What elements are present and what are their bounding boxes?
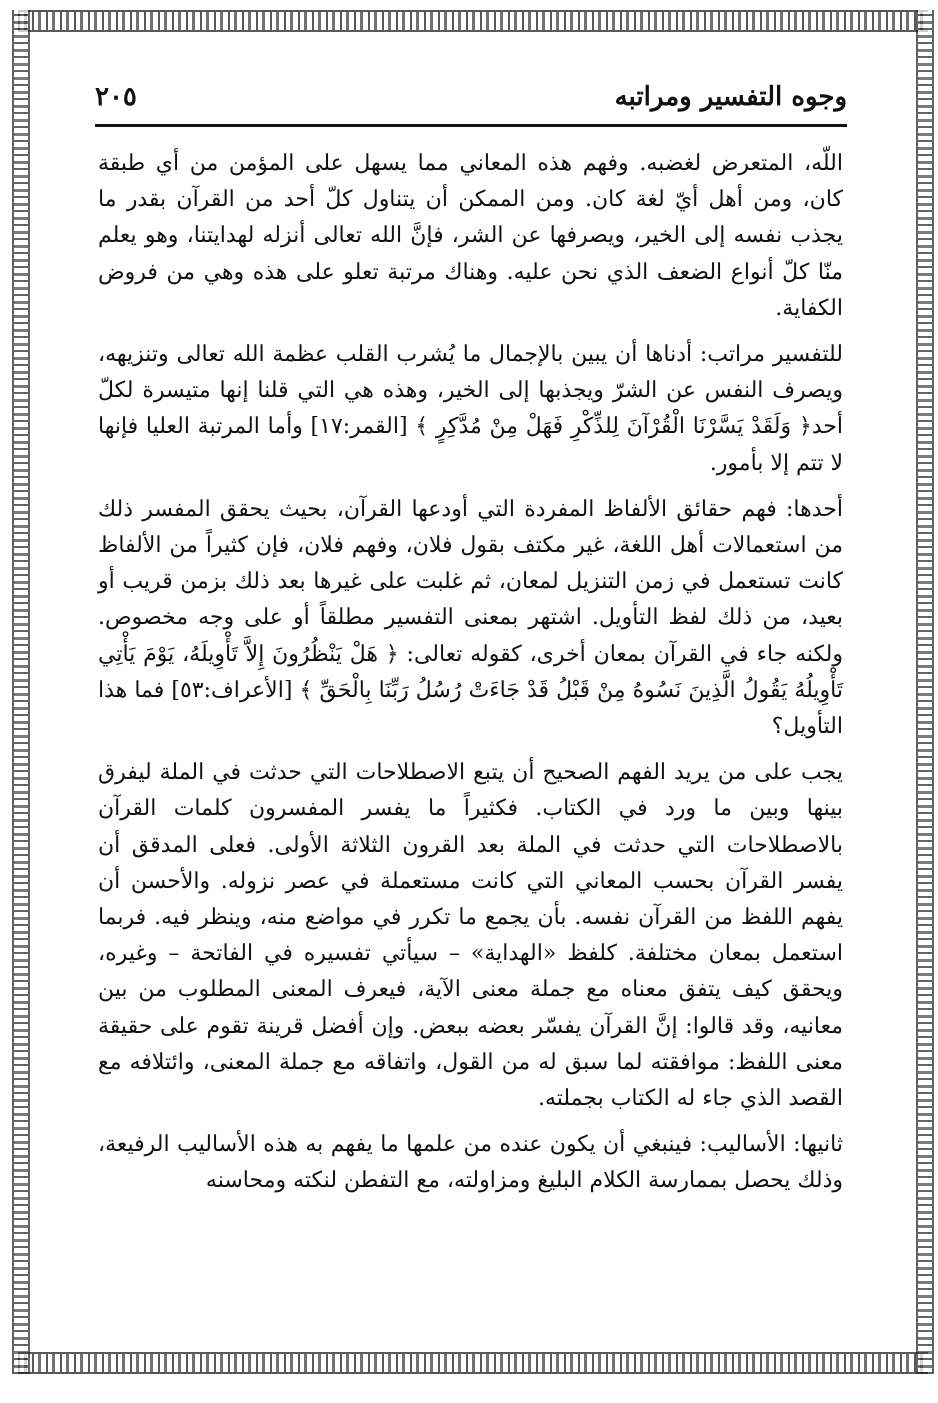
page-border-bottom bbox=[18, 1352, 928, 1374]
paragraph-5: ثانيها: الأساليب: فينبغي أن يكون عنده من علمها ما يفهم به هذه الأساليب الرفيعة، وذلك يحصل بممارسة الكلام البليغ ومزاولته، مع التفطن لنكته ومحاسنه bbox=[98, 1132, 843, 1194]
page-border-right bbox=[916, 10, 934, 1374]
page-border-left bbox=[12, 10, 30, 1374]
body-text bbox=[98, 146, 843, 1210]
paragraph-1: اللّه، المتعرض لغضبه. وفهم هذه المعاني مما يسهل على المؤمن من أي طبقة كان، ومن أهل أيّ لغة كان. ومن الممكن أن يتناول كلّ أحد من القرآن بقدر ما يجذب نفسه إلى الخير، ويصرفها عن الشر، فإنَّ الله تعالى أنزله لهدايتنا، وهو يعلم منّا كلّ أنواع الضعف الذي نحن عليه. وهناك مرتبة تعلو على هذه وهي من فروض الكفاية. bbox=[98, 151, 843, 321]
paragraph-3: أحدها: فهم حقائق الألفاظ المفردة التي أودعها القرآن، بحيث يحقق المفسر ذلك من استعمالات أهل اللغة، غير مكتف بقول فلان، وفهم فلان، فإن كثيراً من الألفاظ كانت تستعمل في زمن التنزيل لمعان، ثم غلبت على غيرها بعد ذلك بزمن قريب أو بعيد، من ذلك لفظ التأويل. اشتهر بمعنى التفسير مطلقاً أو على وجه مخصوص. ولكنه جاء في القرآن بمعان أخرى، كقوله تعالى: ﴿ هَلْ يَنْظُرُونَ إِلاَّ تَأْوِيلَهُ، يَوْمَ يَأْتِي تَأْوِيلُهُ يَقُولُ الَّذِينَ نَسُوهُ مِنْ قَبْلُ قَدْ جَاءَتْ رُسُلُ رَبِّنَا بِالْحَقِّ ﴾ [الأعراف:٥٣] فما هذا التأويل؟ bbox=[98, 496, 843, 740]
page-number: ٢٠٥ bbox=[95, 82, 137, 112]
page-border-top bbox=[18, 10, 928, 32]
paragraph-4: يجب على من يريد الفهم الصحيح أن يتبع الاصطلاحات التي حدثت في الملة ليفرق بينها وبين ما ورد في الكتاب. فكثيراً ما يفسر المفسرون كلمات القرآن بالاصطلاحات التي حدثت في الملة بعد القرون الثلاثة الأولى. فعلى المدقق أن يفسر القرآن بحسب المعاني التي كانت مستعملة في عصر نزوله. والأحسن أن يفهم اللفظ من القرآن نفسه. بأن يجمع ما تكرر في مواضع منه، وينظر فيه. فربما استعمل بمعان مختلفة. كلفظ «الهداية» – سيأتي تفسيره في الفاتحة – وغيره، ويحقق كيف يتفق معناه مع جملة معنى الآية، فيعرف المعنى المطلوب من بين معانيه، وقد قالوا: إنَّ القرآن يفسّر بعضه ببعض. وإن أفضل قرينة تقوم على حقيقة معنى اللفظ: موافقته لما سبق له من القول، واتفاقه مع جملة المعنى، وائتلافه مع القصد الذي جاء له الكتاب بجملته. bbox=[98, 760, 843, 1112]
running-title: وجوه التفسير ومراتبه bbox=[614, 82, 847, 112]
paragraph-2: للتفسير مراتب: أدناها أن يبين بالإجمال ما يُشرب القلب عظمة الله تعالى وتنزيهه، ويصرف النفس عن الشرّ ويجذبها إلى الخير، وهذه هي التي قلنا إنها متيسرة لكلّ أحد﴿ وَلَقَدْ يَسَّرْنَا الْقُرْآنَ لِلذِّكْرِ فَهَلْ مِنْ مُدَّكِرٍ ﴾ [القمر:١٧] وأما المرتبة العليا فإنها لا تتم إلا بأمور. bbox=[98, 342, 843, 476]
page-header bbox=[95, 70, 847, 127]
